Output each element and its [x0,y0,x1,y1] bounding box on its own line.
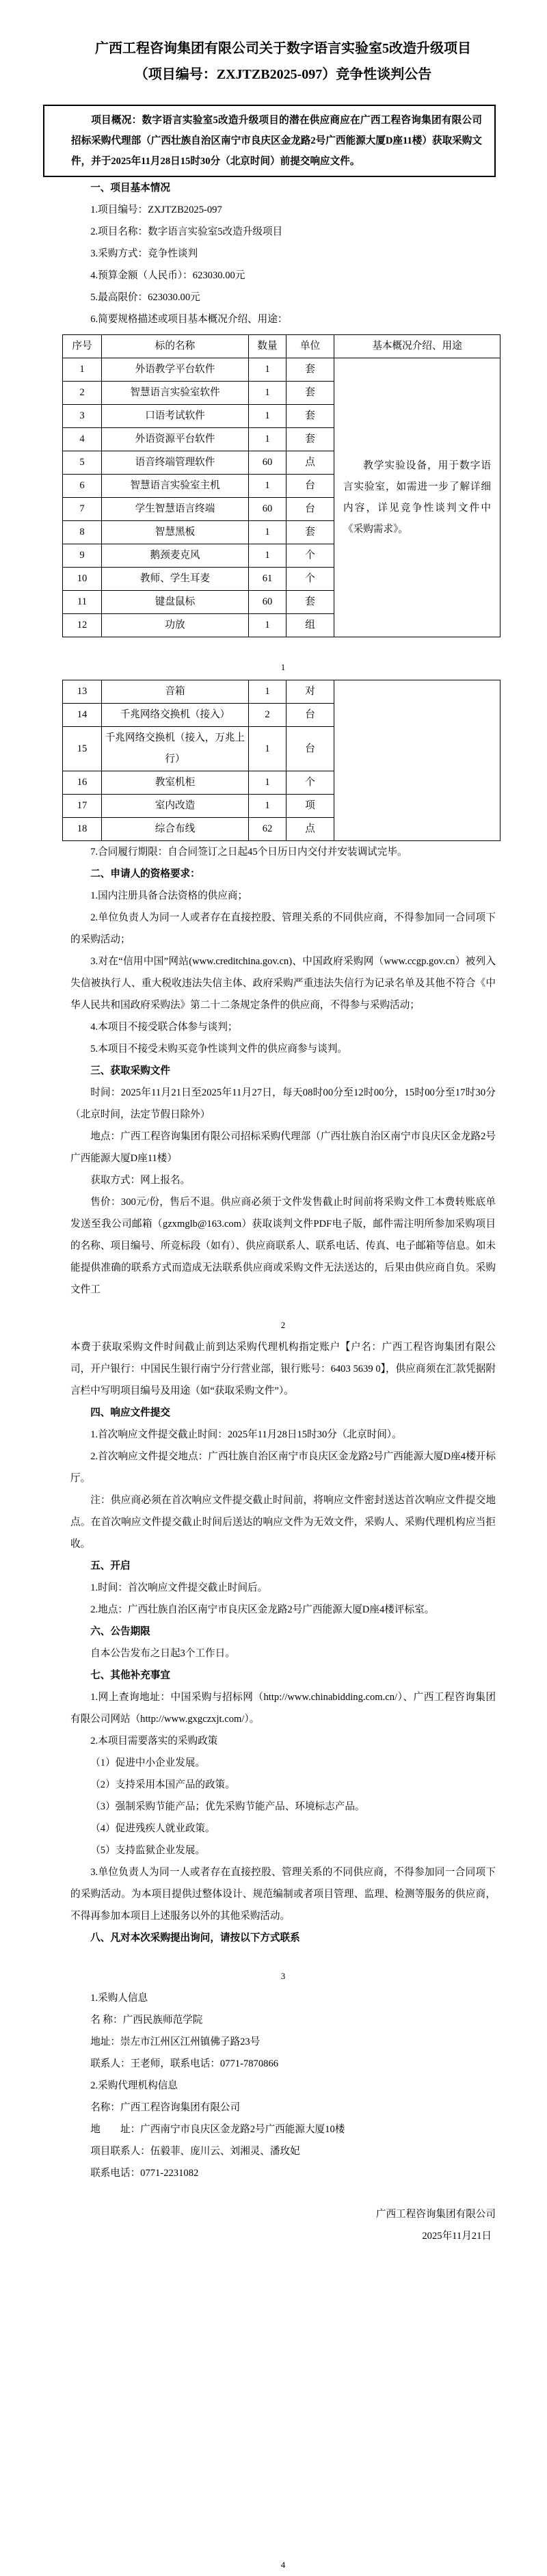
cell-no: 14 [63,704,102,727]
col-header-name: 标的名称 [102,335,249,358]
cell-qty: 1 [249,727,286,771]
cell-unit: 项 [286,795,334,818]
qualification-item: 4.本项目不接受联合体参与谈判； [90,1022,238,1033]
project-number: 1.项目编号：ZXJTZB2025-097 [90,204,222,215]
agency-name: 名称：广西工程咨询集团有限公司 [90,2102,241,2113]
online-query-address: 1.网上查询地址：中国采购与招标网（http://www.chinabidding.com.cn/）、广西工程咨询集团有限公司网站（http://www.gxgczxjt.com/）。 [70,1692,496,1725]
policy-item: （2）支持采用本国产品的政策。 [90,1779,235,1790]
cell-qty: 1 [249,680,286,704]
agency-contact: 项目联系人：伍毅菲、庞川云、刘湘灵、潘玫妃 [90,2146,300,2157]
qualification-item: 3.对在“信用中国”网站(www.creditchina.gov.cn)、中国政府采购网（www.ccgp.gov.cn）被列入失信被执行人、重大税收违法失信主体、政府采购严重违法失信行为记录名单及其他不符合《中华人民共和国政府采购法》第二十二条规定条件的供应商，不得参与采购活动； [70,956,496,1011]
cell-name: 教室机柜 [102,771,249,795]
page-number-2: 2 [280,1320,286,1330]
cell-no: 7 [63,498,102,521]
section-heading-1: 一、项目基本情况 [90,183,170,194]
cell-no: 18 [63,818,102,841]
cell-qty: 1 [249,544,286,568]
cell-name: 语音终端管理软件 [102,451,249,475]
document-obtain-time: 时间：2025年11月21日至2025年11月27日，每天08时00分至12时00分，15时00分至17时30分（北京时间，法定节假日除外） [70,1087,496,1120]
signature-date: 2025年11月21日 [422,2231,492,2242]
cell-name: 口语考试软件 [102,405,249,428]
agency-phone: 联系电话：0771-2231082 [90,2168,199,2179]
cell-no: 8 [63,521,102,544]
cell-no: 17 [63,795,102,818]
section-heading-8: 八、凡对本次采购提出询问，请按以下方式联系 [90,1933,300,1943]
cell-no: 1 [63,358,102,382]
cell-name: 键盘鼠标 [102,591,249,614]
cell-name: 外语教学平台软件 [102,358,249,382]
policy-item: （3）强制采购节能产品；优先采购节能产品、环境标志产品。 [90,1801,365,1812]
cell-qty: 62 [249,818,286,841]
cell-no: 16 [63,771,102,795]
col-header-no: 序号 [63,335,102,358]
cell-name: 教师、学生耳麦 [102,568,249,591]
agency-info-label: 2.采购代理机构信息 [90,2080,178,2091]
cell-qty: 1 [249,382,286,405]
cell-no: 13 [63,680,102,704]
purchaser-name: 名 称：广西民族师范学院 [90,2015,203,2026]
cell-unit: 套 [286,358,334,382]
cell-qty: 1 [249,475,286,498]
announcement-period: 自本公告发布之日起3个工作日。 [90,1648,235,1659]
signature-block [70,2203,496,2247]
project-name: 2.项目名称：数字语言实验室5改造升级项目 [90,226,283,237]
cell-no: 15 [63,727,102,771]
cell-qty: 2 [249,704,286,727]
cell-no: 3 [63,405,102,428]
cell-name: 千兆网络交换机（接入，万兆上行） [102,727,249,771]
cell-unit: 套 [286,428,334,451]
opening-place: 2.地点：广西壮族自治区南宁市良庆区金龙路2号广西能源大厦D座4楼评标室。 [90,1604,435,1615]
opening-time: 1.时间：首次响应文件提交截止时间后。 [90,1582,268,1593]
signature-company: 广西工程咨询集团有限公司 [375,2209,496,2220]
col-header-qty: 数量 [249,335,286,358]
section-heading-2: 二、申请人的资格要求： [90,868,200,879]
cell-name: 室内改造 [102,795,249,818]
col-header-unit: 单位 [286,335,334,358]
cell-qty: 61 [249,568,286,591]
page-title [70,36,496,88]
spec-intro-line: 6.简要规格描述或项目基本概况介绍、用途： [90,314,288,325]
cell-qty: 1 [249,428,286,451]
cell-unit: 点 [286,451,334,475]
cell-no: 11 [63,591,102,614]
cell-name: 功放 [102,614,249,637]
policy-item: （1）促进中小企业发展。 [90,1757,206,1768]
cell-qty: 1 [249,771,286,795]
cell-qty: 1 [249,521,286,544]
section-heading-7: 七、其他补充事宜 [90,1670,170,1681]
document-price-paragraph: 售价：300元/份，售后不退。供应商必须于文件发售截止时间前将采购文件工本费转账底单发送至我公司邮箱（gzxmglb@163.com）获取谈判文件PDF电子版，邮件需注明所参加采购项目的名称、项目编号、所竞标段（如有）、供应商联系人、联系电话、传真、电子邮箱等信息。如未能提供准确的联系方式而造成无法联系供应商或采购文件无法送达的，后果由供应商自负。采购文件工 [70,1197,496,1295]
table-row [63,680,501,704]
goods-description-cell: 教学实验设备，用于数字语言实验室，如需进一步了解详细内容，详见竞争性谈判文件中《采购需求》。 [334,358,501,637]
cell-name: 鹅颈麦克风 [102,544,249,568]
title-line-2: （项目编号：ZXJTZB2025-097）竞争性谈判公告 [134,67,432,82]
cell-name: 综合布线 [102,818,249,841]
policy-item: （5）支持监狱企业发展。 [90,1845,206,1856]
cell-name: 学生智慧语言终端 [102,498,249,521]
cell-name: 外语资源平台软件 [102,428,249,451]
agency-address: 地 址：广西南宁市良庆区金龙路2号广西能源大厦10楼 [90,2124,345,2135]
cell-unit: 台 [286,475,334,498]
goods-table-page1 [62,334,501,637]
cell-no: 12 [63,614,102,637]
cell-unit: 个 [286,568,334,591]
restriction-paragraph: 3.单位负责人为同一人或者存在直接控股、管理关系的不同供应商，不得参加同一合同项下的采购活动。为本项目提供过整体设计、规范编制或者项目管理、监理、检测等服务的供应商，不得再参加本项目上述服务以外的其他采购活动。 [70,1867,496,1922]
cell-no: 4 [63,428,102,451]
goods-table-page2 [62,680,501,841]
cell-unit: 对 [286,680,334,704]
cell-qty: 1 [249,358,286,382]
cell-no: 10 [63,568,102,591]
title-line-1: 广西工程咨询集团有限公司关于数字语言实验室5改造升级项目 [95,41,471,56]
goods-description-cell-empty [334,680,501,841]
cell-name: 智慧语言实验室主机 [102,475,249,498]
cell-qty: 1 [249,795,286,818]
document-obtain-method: 获取方式：网上报名。 [90,1175,191,1186]
cell-qty: 1 [249,405,286,428]
cell-unit: 台 [286,498,334,521]
response-note: 注：供应商必须在首次响应文件提交截止时间前，将响应文件密封送达首次响应文件提交地点。在首次响应文件提交截止时间后送达的响应文件为无效文件，采购人、采购代理机构应当拒收。 [70,1495,496,1550]
cell-no: 5 [63,451,102,475]
cell-name: 千兆网络交换机（接入） [102,704,249,727]
col-header-desc: 基本概况介绍、用途 [334,335,501,358]
section-heading-4: 四、响应文件提交 [90,1407,170,1418]
max-price: 5.最高限价：623030.00元 [90,292,200,303]
qualification-item: 1.国内注册具备合法资格的供应商； [90,890,248,901]
document-price-paragraph-continued: 本费于获取采购文件时间截止前到达采购代理机构指定账户【户名：广西工程咨询集团有限公司，开户银行：中国民生银行南宁分行营业部，银行账号：6403 5639 0】，供应商须在汇款凭据附言栏中写明项目编号及用途（如“获取采购文件”）。 [70,1342,496,1396]
project-overview-box [43,105,496,177]
cell-name: 智慧黑板 [102,521,249,544]
cell-unit: 台 [286,727,334,771]
qualification-item: 5.本项目不接受未购买竞争性谈判文件的供应商参与谈判。 [90,1044,347,1054]
cell-name: 智慧语言实验室软件 [102,382,249,405]
cell-name: 音箱 [102,680,249,704]
section-heading-3: 三、获取采购文件 [90,1065,170,1076]
purchaser-contact: 联系人：王老师，联系电话：0771-7870866 [90,2058,279,2069]
budget-amount: 4.预算金额（人民币）：623030.00元 [90,270,245,281]
page-number-3: 3 [280,1971,286,1981]
purchaser-info-label: 1.采购人信息 [90,1993,148,2004]
qualification-item: 2.单位负责人为同一人或者存在直接控股、管理关系的不同供应商，不得参加同一合同项下的采购活动； [70,912,496,945]
cell-unit: 台 [286,704,334,727]
page-number-4: 4 [280,2560,286,2570]
cell-no: 2 [63,382,102,405]
contract-term: 7.合同履行期限：自合同签订之日起45个日历日内交付并安装调试完毕。 [90,847,408,858]
cell-qty: 1 [249,614,286,637]
response-deadline: 1.首次响应文件提交截止时间：2025年11月28日15时30分（北京时间）。 [90,1429,402,1440]
cell-unit: 个 [286,771,334,795]
procurement-method: 3.采购方式：竞争性谈判 [90,248,198,259]
cell-unit: 点 [286,818,334,841]
cell-no: 9 [63,544,102,568]
cell-no: 6 [63,475,102,498]
table-header-row [63,335,501,358]
table-row [63,358,501,382]
cell-unit: 组 [286,614,334,637]
section-heading-5: 五、开启 [90,1561,131,1571]
cell-qty: 60 [249,451,286,475]
response-place: 2.首次响应文件提交地点：广西壮族自治区南宁市良庆区金龙路2号广西能源大厦D座4楼开标厅。 [70,1451,496,1484]
cell-unit: 套 [286,521,334,544]
cell-unit: 套 [286,382,334,405]
policy-intro: 2.本项目需要落实的采购政策 [90,1736,218,1747]
document-obtain-place: 地点：广西工程咨询集团有限公司招标采购代理部（广西壮族自治区南宁市良庆区金龙路2号广西能源大厦D座11楼） [70,1131,496,1164]
purchaser-address: 地址：崇左市江州区江州镇佛子路23号 [90,2036,261,2047]
project-overview-text: 项目概况：数字语言实验室5改造升级项目的潜在供应商应在广西工程咨询集团有限公司招标采购代理部（广西壮族自治区南宁市良庆区金龙路2号广西能源大厦D座11楼）获取采购文件，并于2025年11月28日15时30分（北京时间）前提交响应文件。 [71,115,482,167]
section-heading-6: 六、公告期限 [90,1626,150,1637]
cell-qty: 60 [249,498,286,521]
cell-unit: 套 [286,405,334,428]
cell-qty: 60 [249,591,286,614]
page-number-1: 1 [280,662,286,672]
policy-item: （4）促进残疾人就业政策。 [90,1823,215,1834]
cell-unit: 个 [286,544,334,568]
cell-unit: 套 [286,591,334,614]
